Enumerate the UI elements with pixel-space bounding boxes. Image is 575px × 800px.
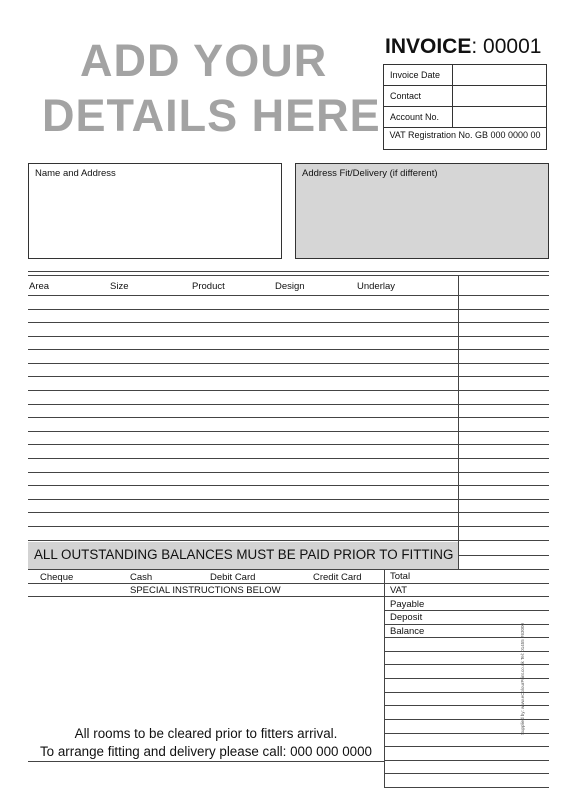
invoice-date-field[interactable]: [452, 65, 549, 85]
table-row[interactable]: [28, 458, 549, 459]
payment-methods-rule: [28, 583, 384, 584]
payment-warning-text: ALL OUTSTANDING BALANCES MUST BE PAID PRIOR TO FITTING: [34, 547, 454, 562]
column-header-design: Design: [275, 281, 305, 292]
supplier-note: Supplied by: www.eColourPrint.co.uk Tel: 01455 763000: [520, 623, 525, 735]
meta-row-invoice-date: [384, 65, 546, 86]
totals-row[interactable]: [384, 760, 549, 761]
column-header-product: Product: [192, 281, 225, 292]
table-row[interactable]: [28, 322, 549, 323]
payment-method-debit-card: Debit Card: [210, 572, 256, 583]
table-row[interactable]: [28, 512, 549, 513]
footer-contact-notice: To arrange fitting and delivery please call: 000 000 0000: [39, 744, 372, 759]
table-row[interactable]: [28, 376, 549, 377]
payment-method-credit-card: Credit Card: [313, 572, 362, 583]
totals-row[interactable]: [384, 787, 549, 788]
deposit-label: Deposit: [390, 612, 423, 623]
balance-label: Balance: [390, 626, 425, 637]
totals-row[interactable]: [384, 746, 549, 747]
footer-rule: [28, 761, 384, 762]
column-header-underlay: Underlay: [357, 281, 396, 292]
table-row[interactable]: [28, 499, 549, 500]
totals-row[interactable]: [384, 610, 549, 611]
special-instructions-rule: [28, 596, 384, 597]
table-row[interactable]: [28, 404, 549, 405]
payable-label: Payable: [390, 599, 425, 610]
details-placeholder-line1: ADD YOUR: [80, 35, 328, 86]
meta-label: Contact: [390, 91, 422, 101]
table-row[interactable]: [28, 485, 549, 486]
details-placeholder-line2: DETAILS HERE: [42, 90, 381, 141]
table-row[interactable]: [28, 295, 549, 296]
payment-method-cash: Cash: [130, 572, 153, 583]
table-row[interactable]: [28, 444, 549, 445]
vat-label: VAT: [390, 585, 408, 596]
table-row[interactable]: [28, 390, 549, 391]
table-row[interactable]: [28, 349, 549, 350]
banner-bottom-rule: [28, 569, 549, 570]
totals-row[interactable]: [384, 773, 549, 774]
table-row[interactable]: [28, 363, 549, 364]
table-row[interactable]: [28, 431, 549, 432]
table-row[interactable]: [28, 472, 549, 473]
total-label: Total: [390, 571, 411, 582]
invoice-title: [385, 36, 541, 57]
meta-row-account-no: [384, 107, 546, 128]
table-row[interactable]: [28, 526, 549, 527]
table-top-rule: [28, 275, 549, 276]
payment-method-cheque: Cheque: [40, 572, 74, 583]
table-row[interactable]: [28, 540, 549, 541]
column-header-area: Area: [29, 281, 50, 292]
column-header-size: Size: [110, 281, 129, 292]
totals-row[interactable]: [384, 583, 549, 584]
meta-label: Account No.: [390, 112, 440, 122]
special-instructions-label: SPECIAL INSTRUCTIONS BELOW: [130, 585, 281, 596]
delivery-address-box[interactable]: [295, 163, 549, 259]
table-row[interactable]: [458, 555, 549, 556]
account-no-field[interactable]: [452, 107, 549, 127]
table-row[interactable]: [28, 309, 549, 310]
payment-warning-banner: [28, 542, 458, 569]
invoice-meta-box: [383, 64, 547, 150]
table-top-rule: [28, 271, 549, 272]
vat-registration: VAT Registration No. GB 000 0000 00: [389, 130, 541, 140]
name-address-box[interactable]: [28, 163, 282, 259]
name-address-label: Name and Address: [35, 168, 116, 179]
footer-rooms-notice: All rooms to be cleared prior to fitters arrival.: [74, 726, 338, 741]
contact-field[interactable]: [452, 86, 549, 106]
totals-row[interactable]: [384, 596, 549, 597]
table-row[interactable]: [28, 417, 549, 418]
table-row[interactable]: [28, 336, 549, 337]
invoice-label: INVOICE: [385, 35, 472, 58]
meta-label: Invoice Date: [390, 70, 441, 80]
meta-row-contact: [384, 86, 546, 107]
invoice-number: : 00001: [471, 35, 542, 58]
delivery-address-label: Address Fit/Delivery (if different): [302, 168, 438, 179]
